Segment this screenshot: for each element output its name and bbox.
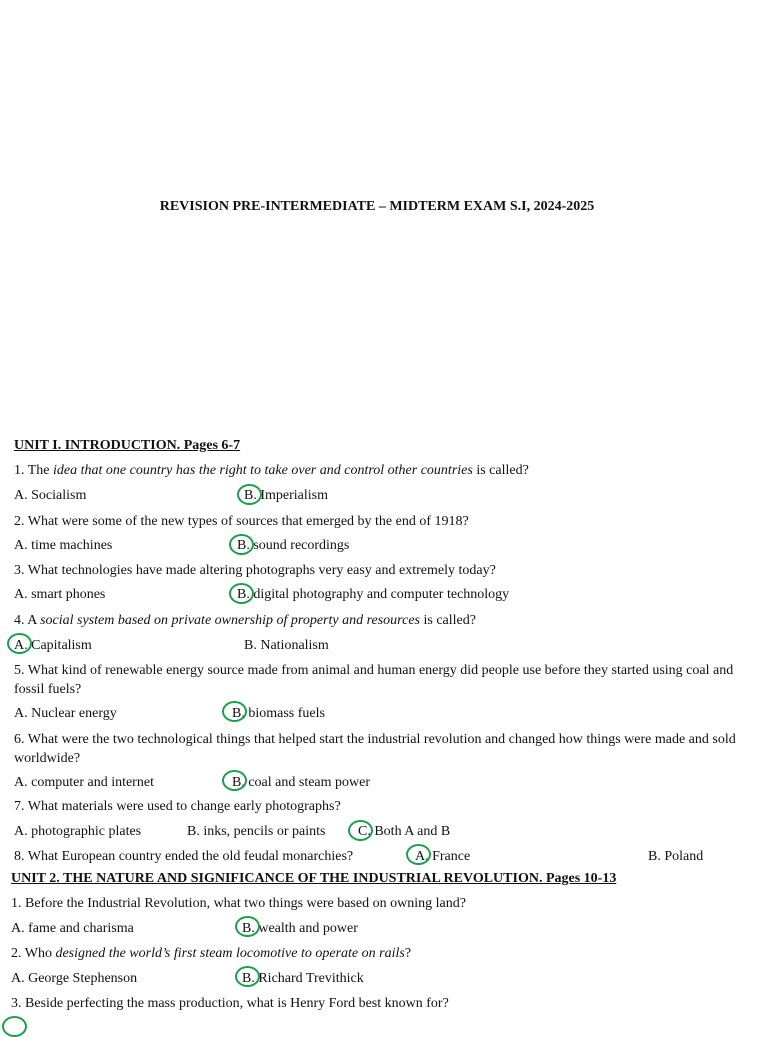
unit1-q1-option-a: A. Socialism — [14, 488, 87, 503]
unit1-q4-option-b: B. Nationalism — [244, 638, 329, 653]
unit2-q3: 3. Beside perfecting the mass production, what is Henry Ford best known for? — [11, 996, 449, 1011]
unit2-q2: 2. Who designed the world’s first steam locomotive to operate on rails? — [11, 946, 412, 961]
answer-circle — [348, 820, 373, 841]
unit1-q8-option-a: A. France — [415, 849, 471, 864]
unit2-q2-option-b: B. Richard Trevithick — [242, 971, 364, 986]
unit1-q7-option-a: A. photographic plates — [14, 824, 142, 839]
unit1-q5: 5. What kind of renewable energy source made from animal and human energy did people use before they started using coal and fossil fuels? — [14, 663, 734, 697]
unit2-q2-option-a: A. George Stephenson — [11, 971, 138, 986]
unit1-q7-option-b: B. inks, pencils or paints — [187, 824, 326, 839]
unit1-q7: 7. What materials were used to change early photographs? — [14, 799, 341, 814]
unit1-q3-option-a: A. smart phones — [14, 587, 106, 602]
answer-circle — [235, 966, 260, 987]
answer-circle — [229, 534, 254, 555]
unit1-q2-option-b: B. sound recordings — [237, 538, 350, 553]
unit1-q6-option-b: B. coal and steam power — [232, 775, 371, 790]
unit1-q4-option-a: A. Capitalism — [14, 638, 92, 653]
unit1-q6-option-a: A. computer and internet — [14, 775, 154, 790]
unit1-q1-option-b: B. Imperialism — [244, 488, 328, 503]
unit1-q6: 6. What were the two technological things that helped start the industrial revolution and changed how things were made and sold worldwide? — [14, 732, 736, 766]
unit2-heading: UNIT 2. THE NATURE AND SIGNIFICANCE OF THE INDUSTRIAL REVOLUTION. Pages 10-13 — [11, 871, 617, 886]
unit1-q5-option-b: B. biomass fuels — [232, 706, 325, 721]
unit1-q3: 3. What technologies have made altering photographs very easy and extremely today? — [14, 563, 496, 578]
answer-circle — [235, 916, 260, 937]
answer-circle — [229, 583, 254, 604]
unit1-q8: 8. What European country ended the old feudal monarchies? — [14, 849, 354, 864]
unit1-q1: 1. The idea that one country has the right to take over and control other countries is called? — [14, 463, 529, 478]
unit1-q2-option-a: A. time machines — [14, 538, 113, 553]
unit2-q1-option-a: A. fame and charisma — [11, 921, 134, 936]
unit1-q4: 4. A social system based on private ownership of property and resources is called? — [14, 613, 476, 628]
answer-circle — [7, 633, 32, 654]
answer-circle — [2, 1016, 27, 1037]
unit2-q1: 1. Before the Industrial Revolution, what two things were based on owning land? — [11, 896, 466, 911]
unit1-heading: UNIT I. INTRODUCTION. Pages 6-7 — [14, 438, 241, 453]
unit1-q3-option-b: B. digital photography and computer technology — [237, 587, 510, 602]
document-title: REVISION PRE-INTERMEDIATE – MIDTERM EXAM S.I, 2024-2025 — [159, 199, 595, 214]
unit1-q8-option-b: B. Poland — [648, 849, 704, 864]
answer-circle — [222, 770, 247, 791]
answer-circle — [406, 844, 431, 865]
answer-circle — [222, 701, 247, 722]
answer-circle — [237, 484, 262, 505]
unit2-q1-option-b: B. wealth and power — [242, 921, 358, 936]
unit1-q7-option-c: C. Both A and B — [358, 824, 451, 839]
unit1-q2: 2. What were some of the new types of sources that emerged by the end of 1918? — [14, 514, 469, 529]
unit1-q5-option-a: A. Nuclear energy — [14, 706, 117, 721]
